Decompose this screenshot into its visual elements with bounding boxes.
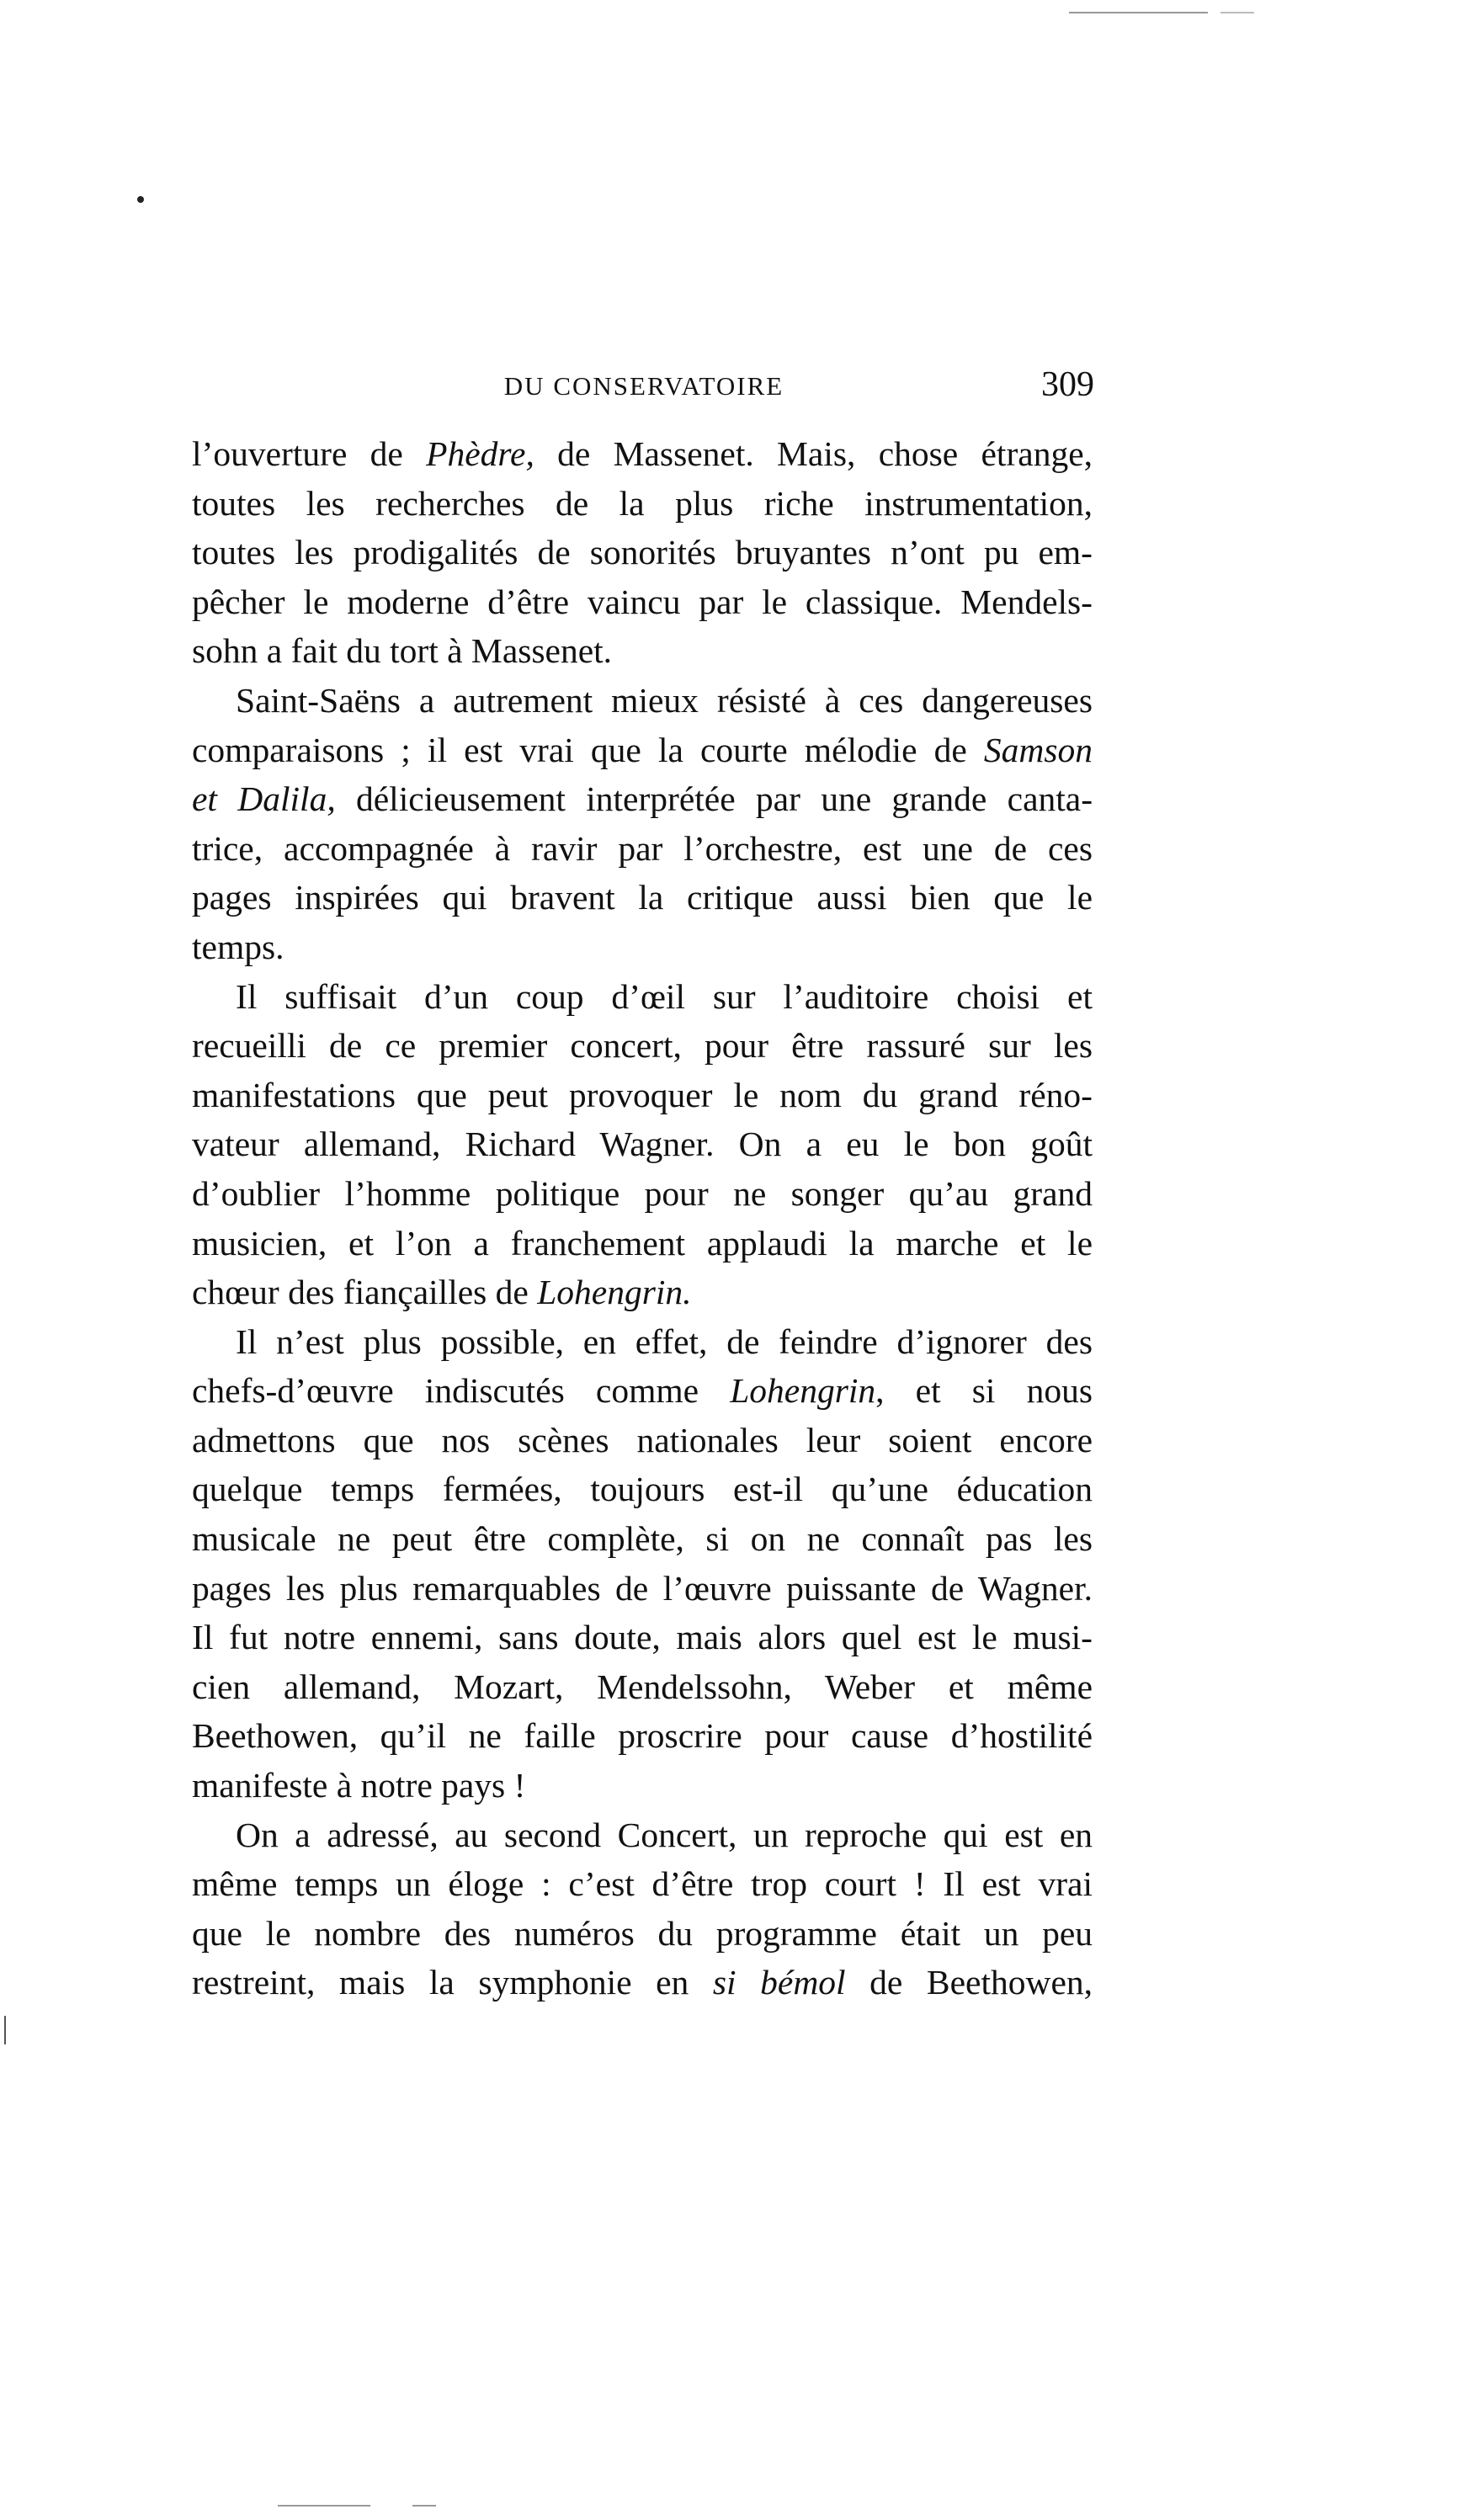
text-run: délicieusement interprétée par une grande canta- [335, 779, 1093, 819]
text-run: pêcher le moderne d’être vaincu par le classique. Mendels- [192, 582, 1093, 621]
text-line [192, 1416, 1093, 1465]
text-line [192, 726, 1093, 775]
text-line [192, 1761, 1093, 1810]
text-run: restreint, mais la symphonie en [192, 1963, 713, 2002]
text-line [192, 1366, 1093, 1416]
text-line [192, 429, 1093, 479]
text-run: comparaisons ; il est vrai que la courte mélodie de [192, 730, 984, 769]
scan-edge-line [1220, 12, 1254, 13]
text-line [192, 972, 1093, 1022]
text-run: , et si nous [875, 1371, 1093, 1411]
text-line [192, 1909, 1093, 1959]
scan-edge-line [1069, 12, 1208, 13]
text-line [192, 577, 1093, 627]
text-run: Il n’est plus possible, en effet, de feindre d’ignorer des [236, 1321, 1093, 1361]
text-run: manifestations que peut provoquer le nom du grand réno- [192, 1075, 1093, 1114]
text-line [192, 1465, 1093, 1514]
text-run: de Massenet. Mais, chose étrange, [534, 434, 1093, 473]
text-run: toutes les recherches de la plus riche instrumentation, [192, 483, 1093, 523]
scan-edge-line [412, 2505, 436, 2507]
text-line [192, 1119, 1093, 1169]
scan-edge-line [278, 2505, 370, 2507]
text-line [192, 626, 1093, 676]
text-run: pages inspirées qui bravent la critique aussi bien que le [192, 878, 1093, 917]
text-line [192, 1021, 1093, 1071]
running-title: DU CONSERVATOIRE [503, 371, 784, 401]
text-run: temps. [192, 927, 284, 966]
text-run: trice, accompagnée à ravir par l’orchestre, est une de ces [192, 828, 1093, 868]
paragraph [192, 1317, 1093, 1810]
text-line [192, 1613, 1093, 1662]
scan-edge-line [4, 2016, 6, 2044]
text-run: Il suffisait d’un coup d’œil sur l’auditoire choisi et [236, 976, 1093, 1016]
text-run: toutes les prodigalités de sonorités bruyantes n’ont pu em- [192, 533, 1093, 572]
paragraph [192, 676, 1093, 972]
text-run: même temps un éloge : c’est d’être trop court ! Il est vrai [192, 1864, 1093, 1904]
text-line [192, 873, 1093, 922]
text-line [192, 1958, 1093, 2007]
text-run: de Beethowen, [845, 1963, 1093, 2002]
text-line [192, 1219, 1093, 1268]
italic-text: Samson [983, 730, 1093, 769]
text-run: admettons que nos scènes nationales leur soient encore [192, 1420, 1093, 1459]
italic-text: Lohengrin [730, 1371, 876, 1411]
text-run: quelque temps fermées, toujours est-il qu’une éducation [192, 1470, 1093, 1509]
text-line [192, 1810, 1093, 1860]
text-line [192, 1317, 1093, 1367]
text-line [192, 1859, 1093, 1909]
text-line [192, 676, 1093, 726]
text-run: vateur allemand, Richard Wagner. On a eu le bon goût [192, 1124, 1093, 1164]
text-run: cien allemand, Mozart, Mendelssohn, Weber et même [192, 1667, 1093, 1706]
text-line [192, 1169, 1093, 1219]
text-run: sohn a fait du tort à Massenet. [192, 631, 613, 671]
text-run: que le nombre des numéros du programme était un peu [192, 1913, 1093, 1953]
text-run: Saint-Saëns a autrement mieux résisté à ces dangereuses [236, 680, 1093, 720]
text-line [192, 1564, 1093, 1614]
italic-text: Lohengrin. [537, 1273, 692, 1312]
italic-text: et Dalila, [192, 779, 336, 819]
page-number: 309 [1041, 365, 1094, 404]
text-run: recueilli de ce premier concert, pour être rassuré sur les [192, 1026, 1093, 1066]
text-run: pages les plus remarquables de l’œuvre puissante de Wagner. [192, 1568, 1093, 1608]
text-line [192, 1662, 1093, 1712]
text-run: On a adressé, au second Concert, un reproche qui est en [236, 1815, 1093, 1854]
italic-text: si bémol [712, 1963, 846, 2002]
text-line [192, 824, 1093, 874]
running-head [194, 365, 1094, 422]
paragraph [192, 1810, 1093, 2007]
text-run: chefs-d’œuvre indiscutés comme [192, 1371, 731, 1411]
text-line [192, 774, 1093, 824]
text-run: chœur des fiançailles de [192, 1273, 538, 1312]
text-run: manifeste à notre pays ! [192, 1766, 526, 1805]
text-line [192, 1514, 1093, 1564]
paragraph [192, 429, 1093, 676]
scan-speck [137, 196, 144, 203]
text-line [192, 1711, 1093, 1761]
paragraph [192, 972, 1093, 1317]
text-run: Beethowen, qu’il ne faille proscrire pour cause d’hostilité [192, 1716, 1093, 1756]
text-run: musicien, et l’on a franchement applaudi la marche et le [192, 1223, 1093, 1263]
text-run: musicale ne peut être complète, si on ne connaît pas les [192, 1519, 1093, 1559]
text-run: l’ouverture de [192, 434, 427, 473]
text-line [192, 479, 1093, 529]
text-run: d’oublier l’homme politique pour ne songer qu’au grand [192, 1173, 1093, 1213]
text-line [192, 1071, 1093, 1120]
text-run: Il fut notre ennemi, sans doute, mais alors quel est le musi- [192, 1618, 1093, 1657]
text-line [192, 922, 1093, 972]
text-line [192, 1268, 1093, 1317]
body-text [192, 429, 1093, 2007]
text-line [192, 528, 1093, 577]
italic-text: Phèdre, [426, 434, 534, 473]
